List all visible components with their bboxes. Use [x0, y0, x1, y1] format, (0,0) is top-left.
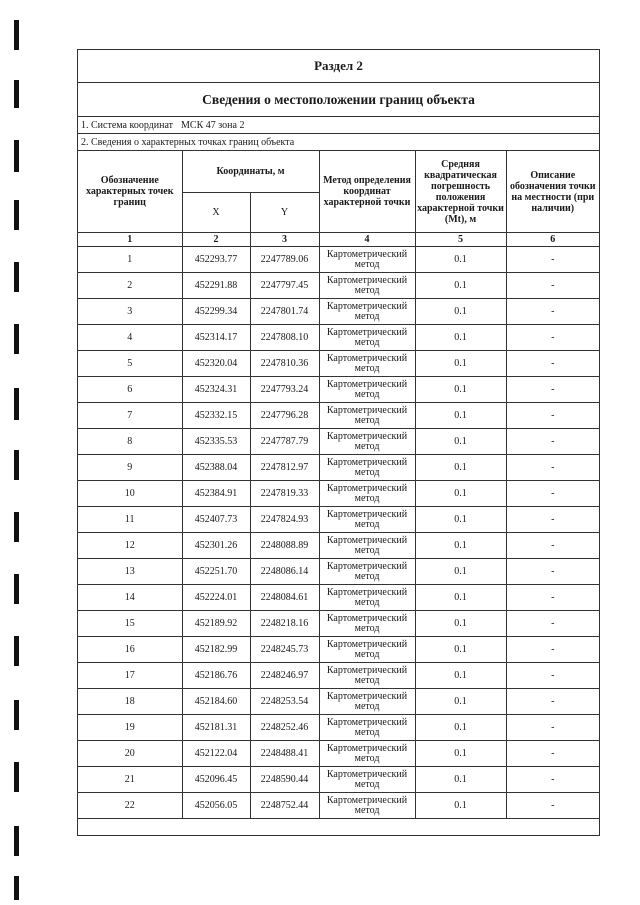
accuracy-cell: 0.1 [415, 507, 506, 533]
point-number-cell: 2 [78, 273, 182, 299]
table-row [78, 533, 599, 559]
x-coordinate-cell: 452335.53 [182, 429, 250, 455]
point-number-cell: 3 [78, 299, 182, 325]
coordinate-system-label: 1. Система координат [81, 120, 174, 131]
description-cell: - [506, 455, 599, 481]
table-row [78, 273, 599, 299]
table-row [78, 377, 599, 403]
x-coordinate-cell: 452291.88 [182, 273, 250, 299]
description-cell: - [506, 741, 599, 767]
accuracy-cell: 0.1 [415, 637, 506, 663]
method-cell: Картометрический метод [319, 585, 415, 611]
binder-mark [14, 200, 19, 230]
x-coordinate-cell: 452388.04 [182, 455, 250, 481]
column-number: 3 [250, 233, 319, 247]
description-cell: - [506, 377, 599, 403]
y-coordinate-cell: 2248084.61 [250, 585, 319, 611]
y-coordinate-cell: 2247819.33 [250, 481, 319, 507]
table-row [78, 715, 599, 741]
method-cell: Картометрический метод [319, 351, 415, 377]
point-number-cell: 22 [78, 793, 182, 819]
description-cell: - [506, 559, 599, 585]
x-coordinate-cell: 452407.73 [182, 507, 250, 533]
points-caption: 2. Сведения о характерных точках границ объекта [78, 134, 599, 151]
method-cell: Картометрический метод [319, 325, 415, 351]
description-cell: - [506, 429, 599, 455]
binder-mark [14, 512, 19, 542]
table-row [78, 689, 599, 715]
method-cell: Картометрический метод [319, 247, 415, 273]
point-number-cell: 14 [78, 585, 182, 611]
y-coordinate-cell: 2248086.14 [250, 559, 319, 585]
description-cell: - [506, 299, 599, 325]
accuracy-cell: 0.1 [415, 273, 506, 299]
point-number-cell: 15 [78, 611, 182, 637]
point-number-cell: 17 [78, 663, 182, 689]
description-cell: - [506, 663, 599, 689]
point-number-cell: 10 [78, 481, 182, 507]
point-number-cell: 12 [78, 533, 182, 559]
binder-mark [14, 20, 19, 50]
table-row [78, 403, 599, 429]
binder-mark [14, 574, 19, 604]
accuracy-cell: 0.1 [415, 741, 506, 767]
x-coordinate-cell: 452293.77 [182, 247, 250, 273]
accuracy-cell: 0.1 [415, 585, 506, 611]
accuracy-cell: 0.1 [415, 481, 506, 507]
table-row [78, 429, 599, 455]
y-coordinate-cell: 2247789.06 [250, 247, 319, 273]
table-row [78, 325, 599, 351]
section-heading: Раздел 2 [78, 50, 599, 83]
x-coordinate-cell: 452181.31 [182, 715, 250, 741]
method-cell: Картометрический метод [319, 429, 415, 455]
accuracy-cell: 0.1 [415, 247, 506, 273]
binder-mark [14, 700, 19, 730]
boundary-points-table [78, 151, 599, 819]
method-cell: Картометрический метод [319, 689, 415, 715]
method-cell: Картометрический метод [319, 507, 415, 533]
column-number: 5 [415, 233, 506, 247]
accuracy-cell: 0.1 [415, 715, 506, 741]
table-row [78, 507, 599, 533]
binder-mark [14, 388, 19, 420]
document-frame [77, 49, 600, 836]
point-number-cell: 7 [78, 403, 182, 429]
column-number: 6 [506, 233, 599, 247]
method-cell: Картометрический метод [319, 273, 415, 299]
table-row [78, 481, 599, 507]
description-cell: - [506, 585, 599, 611]
coordinate-system-value: МСК 47 зона 2 [181, 120, 245, 131]
y-coordinate-cell: 2248488.41 [250, 741, 319, 767]
binder-mark [14, 324, 19, 354]
header-description: Описание обозначения точки на местности (при наличии) [506, 151, 599, 233]
column-number: 1 [78, 233, 182, 247]
y-coordinate-cell: 2248218.16 [250, 611, 319, 637]
header-accuracy: Средняя квадратическая погрешность положения характерной точки (Mt), м [415, 151, 506, 233]
y-coordinate-cell: 2247793.24 [250, 377, 319, 403]
accuracy-cell: 0.1 [415, 299, 506, 325]
accuracy-cell: 0.1 [415, 611, 506, 637]
accuracy-cell: 0.1 [415, 455, 506, 481]
x-coordinate-cell: 452056.05 [182, 793, 250, 819]
y-coordinate-cell: 2247810.36 [250, 351, 319, 377]
method-cell: Картометрический метод [319, 377, 415, 403]
binder-mark [14, 450, 19, 480]
method-cell: Картометрический метод [319, 455, 415, 481]
binder-mark [14, 140, 19, 172]
accuracy-cell: 0.1 [415, 767, 506, 793]
description-cell: - [506, 273, 599, 299]
document-title: Сведения о местоположении границ объекта [78, 83, 599, 117]
description-cell: - [506, 767, 599, 793]
accuracy-cell: 0.1 [415, 793, 506, 819]
x-coordinate-cell: 452224.01 [182, 585, 250, 611]
binder-mark [14, 826, 19, 856]
binder-mark [14, 80, 19, 108]
y-coordinate-cell: 2248752.44 [250, 793, 319, 819]
x-coordinate-cell: 452324.31 [182, 377, 250, 403]
description-cell: - [506, 247, 599, 273]
point-number-cell: 9 [78, 455, 182, 481]
method-cell: Картометрический метод [319, 741, 415, 767]
point-number-cell: 11 [78, 507, 182, 533]
method-cell: Картометрический метод [319, 299, 415, 325]
x-coordinate-cell: 452184.60 [182, 689, 250, 715]
x-coordinate-cell: 452251.70 [182, 559, 250, 585]
description-cell: - [506, 793, 599, 819]
accuracy-cell: 0.1 [415, 325, 506, 351]
accuracy-cell: 0.1 [415, 377, 506, 403]
x-coordinate-cell: 452320.04 [182, 351, 250, 377]
method-cell: Картометрический метод [319, 403, 415, 429]
binder-mark [14, 636, 19, 666]
x-coordinate-cell: 452299.34 [182, 299, 250, 325]
table-row [78, 741, 599, 767]
point-number-cell: 20 [78, 741, 182, 767]
x-coordinate-cell: 452314.17 [182, 325, 250, 351]
description-cell: - [506, 533, 599, 559]
point-number-cell: 5 [78, 351, 182, 377]
accuracy-cell: 0.1 [415, 351, 506, 377]
table-row [78, 299, 599, 325]
x-coordinate-cell: 452186.76 [182, 663, 250, 689]
point-number-cell: 13 [78, 559, 182, 585]
accuracy-cell: 0.1 [415, 559, 506, 585]
description-cell: - [506, 351, 599, 377]
accuracy-cell: 0.1 [415, 663, 506, 689]
method-cell: Картометрический метод [319, 767, 415, 793]
binder-mark [14, 876, 19, 900]
header-point: Обозначение характерных точек границ [78, 151, 182, 233]
description-cell: - [506, 689, 599, 715]
point-number-cell: 16 [78, 637, 182, 663]
method-cell: Картометрический метод [319, 611, 415, 637]
coordinate-system-line [78, 117, 599, 134]
x-coordinate-cell: 452301.26 [182, 533, 250, 559]
table-row [78, 793, 599, 819]
accuracy-cell: 0.1 [415, 689, 506, 715]
x-coordinate-cell: 452189.92 [182, 611, 250, 637]
table-row [78, 455, 599, 481]
method-cell: Картометрический метод [319, 559, 415, 585]
y-coordinate-cell: 2247812.97 [250, 455, 319, 481]
y-coordinate-cell: 2247801.74 [250, 299, 319, 325]
description-cell: - [506, 481, 599, 507]
x-coordinate-cell: 452096.45 [182, 767, 250, 793]
binder-mark [14, 262, 19, 292]
point-number-cell: 8 [78, 429, 182, 455]
y-coordinate-cell: 2247796.28 [250, 403, 319, 429]
column-number: 2 [182, 233, 250, 247]
header-coordinates: Координаты, м [182, 151, 319, 193]
x-coordinate-cell: 452122.04 [182, 741, 250, 767]
table-row [78, 767, 599, 793]
point-number-cell: 6 [78, 377, 182, 403]
table-row [78, 611, 599, 637]
description-cell: - [506, 611, 599, 637]
method-cell: Картометрический метод [319, 481, 415, 507]
point-number-cell: 4 [78, 325, 182, 351]
y-coordinate-cell: 2248590.44 [250, 767, 319, 793]
description-cell: - [506, 403, 599, 429]
y-coordinate-cell: 2247824.93 [250, 507, 319, 533]
x-coordinate-cell: 452332.15 [182, 403, 250, 429]
point-number-cell: 1 [78, 247, 182, 273]
x-coordinate-cell: 452182.99 [182, 637, 250, 663]
y-coordinate-cell: 2247808.10 [250, 325, 319, 351]
y-coordinate-cell: 2247787.79 [250, 429, 319, 455]
y-coordinate-cell: 2248245.73 [250, 637, 319, 663]
y-coordinate-cell: 2248253.54 [250, 689, 319, 715]
header-y: Y [250, 193, 319, 233]
method-cell: Картометрический метод [319, 637, 415, 663]
point-number-cell: 18 [78, 689, 182, 715]
accuracy-cell: 0.1 [415, 533, 506, 559]
table-row [78, 585, 599, 611]
x-coordinate-cell: 452384.91 [182, 481, 250, 507]
column-number: 4 [319, 233, 415, 247]
header-x: X [182, 193, 250, 233]
table-body [78, 247, 599, 819]
table-row [78, 663, 599, 689]
point-number-cell: 21 [78, 767, 182, 793]
point-number-cell: 19 [78, 715, 182, 741]
y-coordinate-cell: 2248088.89 [250, 533, 319, 559]
table-row [78, 247, 599, 273]
accuracy-cell: 0.1 [415, 429, 506, 455]
y-coordinate-cell: 2247797.45 [250, 273, 319, 299]
table-row [78, 351, 599, 377]
method-cell: Картометрический метод [319, 663, 415, 689]
header-method: Метод определения координат характерной точки [319, 151, 415, 233]
y-coordinate-cell: 2248246.97 [250, 663, 319, 689]
table-row [78, 559, 599, 585]
method-cell: Картометрический метод [319, 533, 415, 559]
description-cell: - [506, 325, 599, 351]
y-coordinate-cell: 2248252.46 [250, 715, 319, 741]
table-row [78, 637, 599, 663]
description-cell: - [506, 507, 599, 533]
accuracy-cell: 0.1 [415, 403, 506, 429]
method-cell: Картометрический метод [319, 793, 415, 819]
description-cell: - [506, 715, 599, 741]
description-cell: - [506, 637, 599, 663]
method-cell: Картометрический метод [319, 715, 415, 741]
binder-mark [14, 762, 19, 792]
